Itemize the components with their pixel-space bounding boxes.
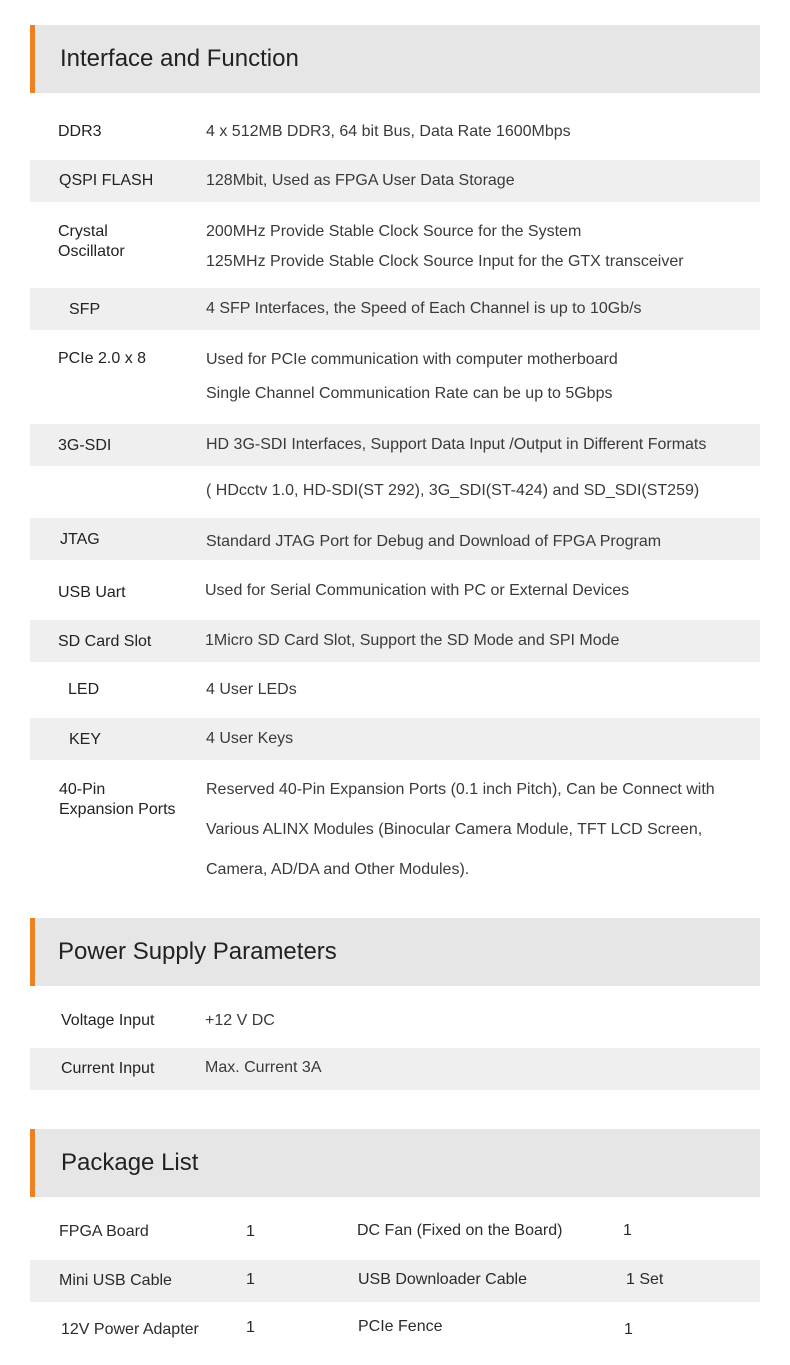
package-row xyxy=(30,1308,760,1350)
spec-value: Reserved 40-Pin Expansion Ports (0.1 inch Pitch), Can be Connect with xyxy=(206,781,715,798)
spec-value: ( HDcctv 1.0, HD-SDI(ST 292), 3G_SDI(ST-424) and SD_SDI(ST259) xyxy=(206,482,700,499)
spec-row-sfp xyxy=(30,288,760,330)
spec-value: 4 SFP Interfaces, the Speed of Each Channel is up to 10Gb/s xyxy=(206,300,642,317)
spec-label: Expansion Ports xyxy=(59,801,176,818)
package-item: DC Fan (Fixed on the Board) xyxy=(357,1222,563,1239)
spec-label: DDR3 xyxy=(58,123,102,140)
spec-value: 125MHz Provide Stable Clock Source Input for the GTX transceiver xyxy=(206,253,684,270)
interface-section-title: Interface and Function xyxy=(60,45,299,72)
package-qty: 1 xyxy=(246,1223,255,1240)
spec-value: Used for PCIe communication with computer motherboard xyxy=(206,351,618,368)
spec-value: 4 x 512MB DDR3, 64 bit Bus, Data Rate 1600Mbps xyxy=(206,123,571,140)
power-value: +12 V DC xyxy=(205,1012,275,1029)
spec-label: QSPI FLASH xyxy=(59,172,154,189)
power-label: Voltage Input xyxy=(61,1012,155,1029)
package-item: USB Downloader Cable xyxy=(358,1271,527,1288)
spec-row-led xyxy=(30,670,760,712)
spec-label: PCIe 2.0 x 8 xyxy=(58,350,147,367)
package-item: 12V Power Adapter xyxy=(61,1321,199,1338)
spec-value: Used for Serial Communication with PC or External Devices xyxy=(205,582,630,599)
spec-label: Oscillator xyxy=(58,243,125,260)
spec-value: Single Channel Communication Rate can be up to 5Gbps xyxy=(206,385,613,402)
spec-value: 4 User LEDs xyxy=(206,681,297,698)
spec-row-expansion-ports xyxy=(30,768,760,892)
spec-value: 1Micro SD Card Slot, Support the SD Mode and SPI Mode xyxy=(205,632,620,649)
power-label: Current Input xyxy=(61,1060,155,1077)
spec-row-pcie xyxy=(30,338,760,418)
spec-row-jtag xyxy=(30,518,760,560)
spec-value: 200MHz Provide Stable Clock Source for the System xyxy=(206,223,582,240)
spec-value: 128Mbit, Used as FPGA User Data Storage xyxy=(206,172,515,189)
power-row-current xyxy=(30,1048,760,1090)
spec-label: 3G-SDI xyxy=(58,437,112,454)
spec-row-crystal-oscillator xyxy=(30,210,760,284)
spec-value: Camera, AD/DA and Other Modules). xyxy=(206,861,470,878)
package-qty: 1 Set xyxy=(626,1271,664,1288)
package-item: PCIe Fence xyxy=(358,1318,443,1335)
package-item: Mini USB Cable xyxy=(59,1272,172,1289)
spec-row-3g-sdi xyxy=(30,424,760,466)
spec-value: Standard JTAG Port for Debug and Download of FPGA Program xyxy=(206,533,662,550)
spec-value: 4 User Keys xyxy=(206,730,294,747)
spec-row-qspi-flash xyxy=(30,160,760,202)
spec-label: SFP xyxy=(69,301,101,318)
spec-row-3g-sdi-formats xyxy=(30,466,760,514)
interface-section-header xyxy=(30,25,760,93)
package-item: FPGA Board xyxy=(59,1223,149,1240)
package-row xyxy=(30,1260,760,1302)
spec-label: USB Uart xyxy=(58,584,126,601)
power-section-header xyxy=(30,918,760,986)
spec-row-key xyxy=(30,718,760,760)
spec-label: KEY xyxy=(69,731,102,748)
package-qty: 1 xyxy=(624,1321,633,1338)
package-qty: 1 xyxy=(246,1271,255,1288)
spec-row-sd-card-slot xyxy=(30,620,760,662)
spec-label: SD Card Slot xyxy=(58,633,152,650)
spec-label: Crystal xyxy=(58,223,108,240)
spec-value: Various ALINX Modules (Binocular Camera Module, TFT LCD Screen, xyxy=(206,821,703,838)
package-section-title: Package List xyxy=(61,1149,199,1176)
spec-row-ddr3 xyxy=(30,112,760,152)
spec-value: HD 3G-SDI Interfaces, Support Data Input /Output in Different Formats xyxy=(206,436,707,453)
spec-row-usb-uart xyxy=(30,570,760,614)
package-qty: 1 xyxy=(623,1222,632,1239)
spec-label: LED xyxy=(68,681,100,698)
power-value: Max. Current 3A xyxy=(205,1059,322,1076)
spec-label: 40-Pin xyxy=(59,781,106,798)
power-row-voltage xyxy=(30,1000,760,1042)
package-row xyxy=(30,1212,760,1254)
power-section-title: Power Supply Parameters xyxy=(58,938,337,965)
spec-label: JTAG xyxy=(60,531,100,548)
package-section-header xyxy=(30,1129,760,1197)
package-qty: 1 xyxy=(246,1319,255,1336)
